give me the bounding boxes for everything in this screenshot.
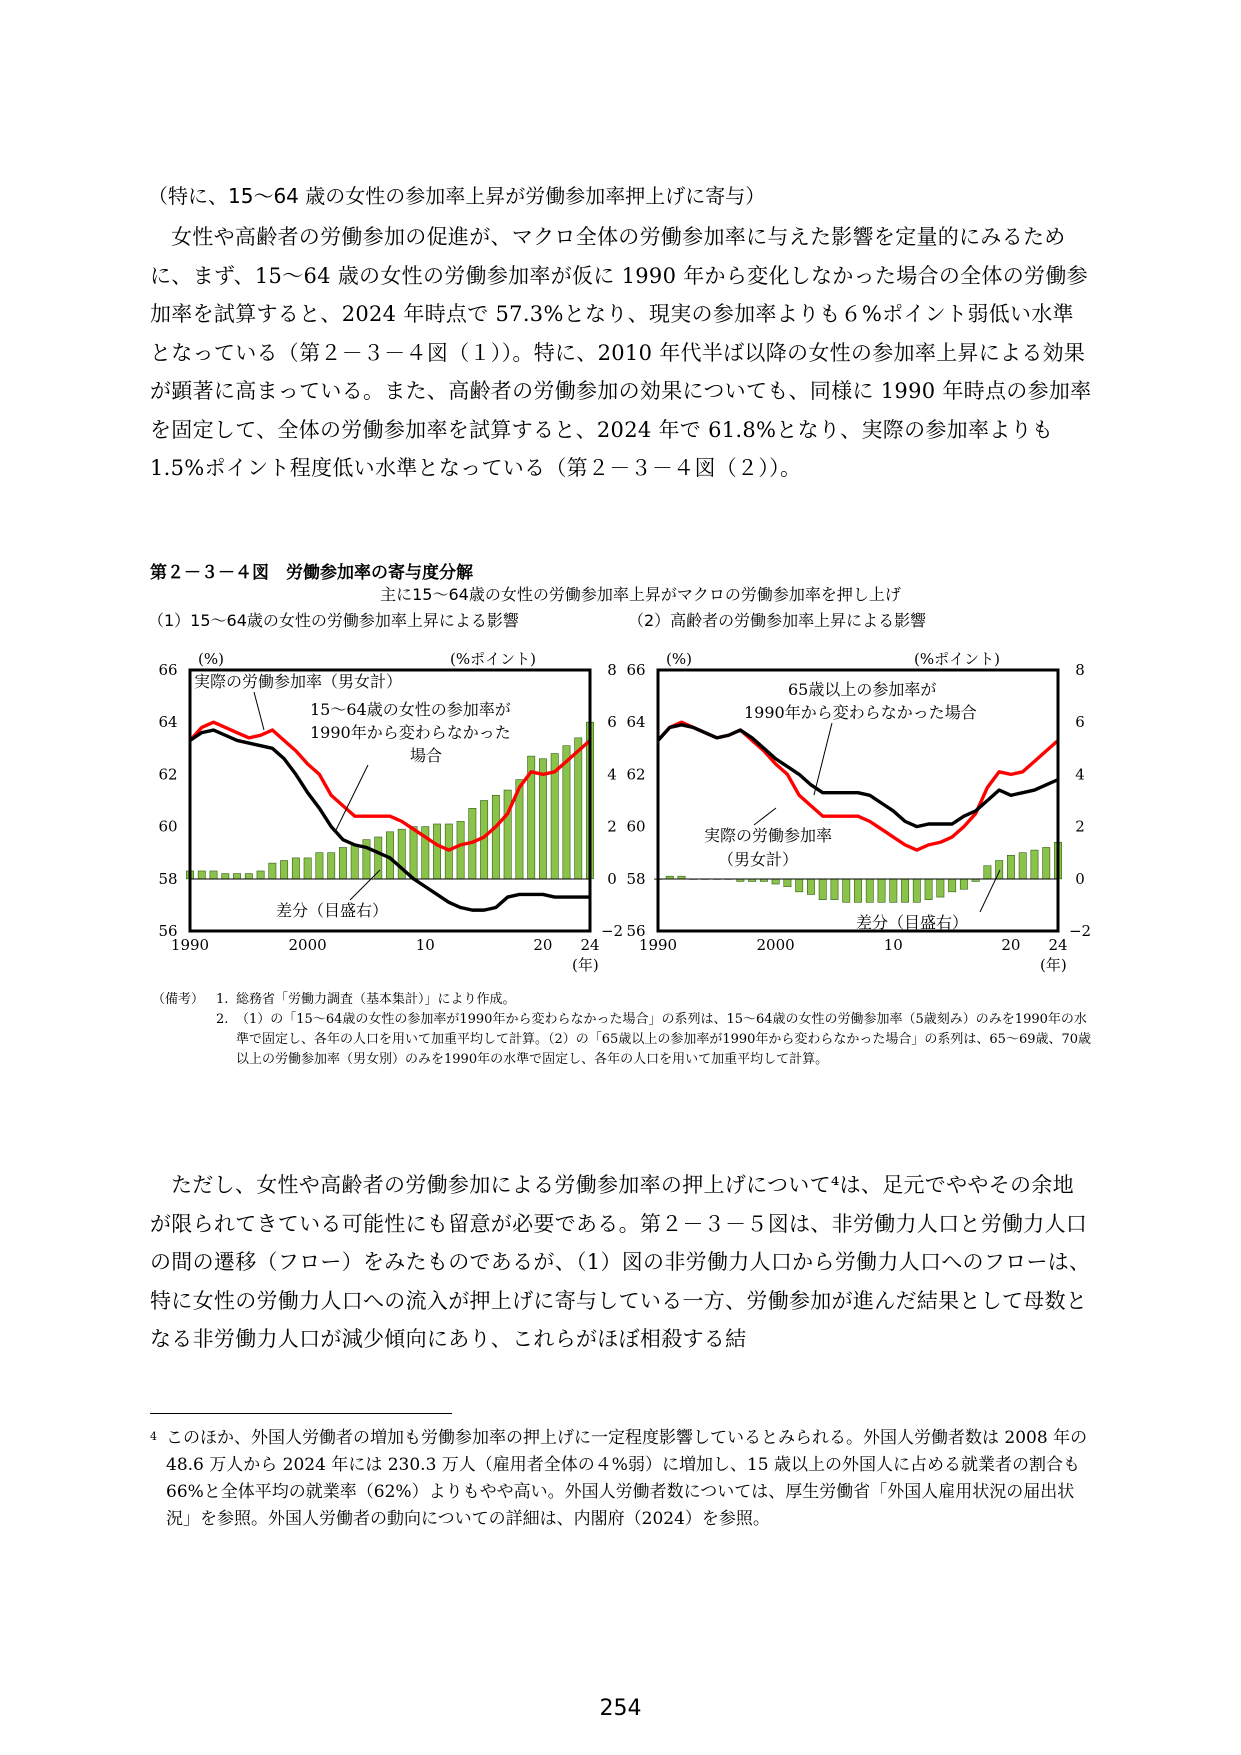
p1-bar-2002: [328, 853, 335, 879]
panel1-label-cf-1: 15〜64歳の女性の参加率が: [310, 700, 511, 719]
note-2-num: 2.: [216, 1012, 229, 1027]
panel1-year-unit: (年): [572, 956, 599, 974]
p2-bar-2016: [960, 879, 967, 889]
p2-bar-2010: [890, 879, 897, 902]
figure-notes: [152, 990, 1092, 1070]
panel1-label-cf-2: 1990年から変わらなかった: [310, 723, 511, 742]
p1-ytick-left-2: 62: [158, 765, 178, 784]
p1-ytick-right-1: 6: [607, 713, 617, 732]
p1-bar-2011: [433, 824, 440, 879]
note-1-num: 1.: [216, 992, 229, 1007]
panel1-right-unit: (%ポイント): [450, 650, 536, 668]
p1-bar-2016: [492, 795, 499, 879]
chart-panel-1: [150, 630, 630, 985]
p2-ytick-right-1: 6: [1075, 713, 1085, 732]
p1-ytick-left-5: 56: [158, 922, 178, 940]
p2-bar-2023: [1043, 847, 1050, 878]
figure-subtitle: 主に15〜64歳の女性の労働参加率上昇がマクロの労働参加率を押し上げ: [380, 585, 901, 604]
p2-ytick-left-1: 64: [626, 713, 646, 732]
p1-bar-1991: [198, 871, 205, 879]
p1-ytick-right-4: 0: [607, 869, 617, 888]
p2-ytick-right-5: −2: [1068, 922, 1092, 940]
p2-ytick-left-4: 58: [626, 869, 646, 888]
p2-bar-2015: [948, 879, 955, 892]
p2-xtick-2: 10: [883, 936, 903, 954]
p2-ytick-right-0: 8: [1075, 661, 1085, 679]
panel2-pointer-actual: [754, 808, 776, 825]
p1-bar-2001: [316, 853, 323, 879]
p2-bar-2005: [831, 879, 838, 900]
p1-bar-1994: [233, 874, 240, 879]
chart-panel-2: [618, 630, 1098, 985]
note-row-2: [152, 1010, 1092, 1070]
p2-xtick-1: 2000: [756, 936, 795, 954]
panel1-label-diff: 差分（目盛右）: [276, 901, 389, 920]
p2-bar-2009: [878, 879, 885, 902]
p1-bar-2006: [375, 837, 382, 879]
p1-ytick-right-3: 2: [607, 817, 617, 836]
panel2-label-actual-1: 実際の労働参加率: [704, 826, 833, 845]
panel1-label-actual: 実際の労働参加率（男女計）: [194, 672, 403, 691]
p2-ytick-right-2: 4: [1075, 765, 1085, 784]
p2-bar-2006: [843, 879, 850, 902]
p2-xtick-0: 1990: [638, 936, 678, 954]
p2-ytick-left-3: 60: [626, 817, 646, 836]
p1-bar-1995: [245, 874, 252, 879]
p2-bar-2011: [901, 879, 908, 902]
p2-bar-2008: [866, 879, 873, 902]
p1-ytick-right-5: −2: [600, 922, 624, 940]
footnote-number: 4: [150, 1430, 157, 1443]
p1-bar-2009: [410, 827, 417, 879]
panel1-label-cf-3: 場合: [410, 746, 443, 765]
panel2-label-cf-1: 65歳以上の参加率が: [788, 680, 937, 699]
p2-bar-2004: [819, 879, 826, 900]
p2-bar-2013: [925, 879, 932, 900]
p2-bar-1991: [666, 876, 673, 879]
p1-bar-2000: [304, 858, 311, 879]
note-1-text: 総務省「労働力調査（基本集計）」により作成。: [236, 992, 516, 1007]
panel2-label-cf-2: 1990年から変わらなかった場合: [744, 703, 977, 722]
section-heading: （特に、15〜64 歳の女性の参加率上昇が労働参加率押上げに寄与）: [148, 184, 766, 208]
p2-xtick-4: 24: [1048, 936, 1068, 954]
p2-bar-2002: [796, 879, 803, 892]
p1-bar-2013: [457, 821, 464, 878]
p1-xtick-4: 24: [580, 936, 600, 954]
panel2-label-actual-2: （男女計）: [718, 850, 799, 869]
p2-ytick-right-4: 0: [1075, 869, 1085, 888]
p2-bar-1992: [678, 876, 685, 879]
p1-ytick-right-2: 4: [607, 765, 617, 784]
panel2-title: （2）高齢者の労働参加率上昇による影響: [628, 611, 927, 630]
paragraph-1: [150, 218, 1095, 488]
p1-xtick-0: 1990: [170, 936, 210, 954]
p1-bar-2003: [339, 847, 346, 878]
p2-bar-2007: [854, 879, 861, 902]
p2-bar-2000: [772, 879, 779, 884]
p2-bar-2014: [937, 879, 944, 897]
footnote-rule: [150, 1413, 452, 1414]
footnote-text: このほか、外国人労働者の増加も労働参加率の押上げに一定程度影響しているとみられる。外国人労働者数は 2008 年の 48.6 万人から 2024 年には 230.3 万人（雇用者全体の４%弱）に増加し、15 歳以上の外国人に占める就業者の割合も 66%と全体平均の就業率（62%）よりもやや高い。外国人労働者数については、厚生労働省「外国人雇用状況の届出状況」を参照。外国人労働者の動向についての詳細は、内閣府（2024）を参照。: [166, 1428, 1088, 1529]
p2-ytick-left-5: 56: [626, 922, 646, 940]
p1-ytick-left-4: 58: [158, 869, 178, 888]
p2-bar-2021: [1019, 853, 1026, 879]
panel2-diff-bars: [654, 842, 1061, 902]
p2-bar-2018: [984, 866, 991, 879]
p1-bar-2004: [351, 845, 358, 879]
panel2-year-unit: (年): [1040, 956, 1067, 974]
panel1-diff-bars: [186, 722, 593, 879]
p2-ytick-left-0: 66: [626, 661, 646, 679]
note-row-1: [152, 990, 1092, 1010]
paragraph-2: [150, 1166, 1095, 1359]
page-number: 254: [599, 1696, 642, 1721]
panel2-left-unit: (%): [666, 650, 692, 668]
p1-xtick-3: 20: [533, 936, 553, 954]
p2-bar-2003: [807, 879, 814, 895]
panel1-title: （1）15〜64歳の女性の労働参加率上昇による影響: [148, 611, 519, 630]
p1-bar-1999: [292, 858, 299, 879]
p1-ytick-left-1: 64: [158, 713, 178, 732]
p2-xtick-3: 20: [1001, 936, 1021, 954]
p2-bar-2022: [1031, 850, 1038, 879]
panel2-label-diff: 差分（目盛右）: [856, 913, 969, 932]
note-2-text: （1）の「15〜64歳の女性の参加率が1990年から変わらなかった場合」の系列は、15〜64歳の女性の労働参加率（5歳刻み）のみを1990年の水準で固定し、各年の人口を用いて加重平均して計算。（2）の「65歳以上の参加率が1990年から変わらなかった場合」の系列は、65〜69歳、70歳以上の労働参加率（男女別）のみを1990年の水準で固定し、各年の人口を用いて加重平均して計算。: [236, 1012, 1092, 1067]
p1-ytick-right-0: 8: [607, 661, 617, 679]
p1-ytick-left-3: 60: [158, 817, 178, 836]
panel1-pointer-cf: [336, 765, 368, 830]
panel1-left-unit: (%): [198, 650, 224, 668]
p1-ytick-left-0: 66: [158, 661, 178, 679]
p1-bar-1996: [257, 871, 264, 879]
p1-bar-1998: [280, 861, 287, 879]
paragraph-2-text: ただし、女性や高齢者の労働参加による労働参加率の押上げについて⁴は、足元でややその余地が限られてきている可能性にも留意が必要である。第２－３－５図は、非労働力人口と労働力人口の間の遷移（フロー）をみたものであるが、（1）図の非労働力人口から労働力人口へのフローは、特に女性の労働力人口への流入が押上げに寄与している一方、労働参加が進んだ結果として母数となる非労働力人口が減少傾向にあり、これらがほぼ相殺する結: [150, 1173, 1091, 1351]
p2-bar-2020: [1007, 855, 1014, 878]
p2-bar-2001: [784, 879, 791, 887]
p2-bar-2012: [913, 879, 920, 902]
p1-xtick-1: 2000: [288, 936, 327, 954]
paragraph-1-text: 女性や高齢者の労働参加の促進が、マクロ全体の労働参加率に与えた影響を定量的にみるために、まず、15〜64 歳の女性の労働参加率が仮に 1990 年から変化しなかった場合の全体の労働参加率を試算すると、2024 年時点で 57.3%となり、現実の参加率よりも６%ポイント弱低い水準となっている（第２－３－４図（１））。特に、2010 年代半ば以降の女性の参加率上昇による効果が顕著に高まっている。また、高齢者の労働参加の効果についても、同様に 1990 年時点の参加率を固定して、全体の労働参加率を試算すると、2024 年で 61.8%となり、実際の参加率よりも 1.5%ポイント程度低い水準となっている（第２－３－４図（２））。: [150, 225, 1092, 480]
p1-bar-2017: [504, 790, 511, 879]
p1-bar-1992: [210, 871, 217, 879]
p2-ytick-left-2: 62: [626, 765, 646, 784]
panel2-pointer-cf: [814, 723, 832, 795]
p1-bar-2023: [575, 738, 582, 879]
figure-title: 第２－３－４図 労働参加率の寄与度分解: [150, 563, 473, 583]
footnote: [150, 1425, 1090, 1533]
panel1-pointer-actual: [254, 692, 264, 730]
p1-bar-2020: [539, 759, 546, 879]
p1-bar-1993: [222, 874, 229, 879]
p1-xtick-2: 10: [415, 936, 435, 954]
notes-label: （備考）: [152, 992, 205, 1007]
p1-bar-1997: [269, 863, 276, 879]
panel2-right-unit: (%ポイント): [914, 650, 1000, 668]
p2-ytick-right-3: 2: [1075, 817, 1085, 836]
